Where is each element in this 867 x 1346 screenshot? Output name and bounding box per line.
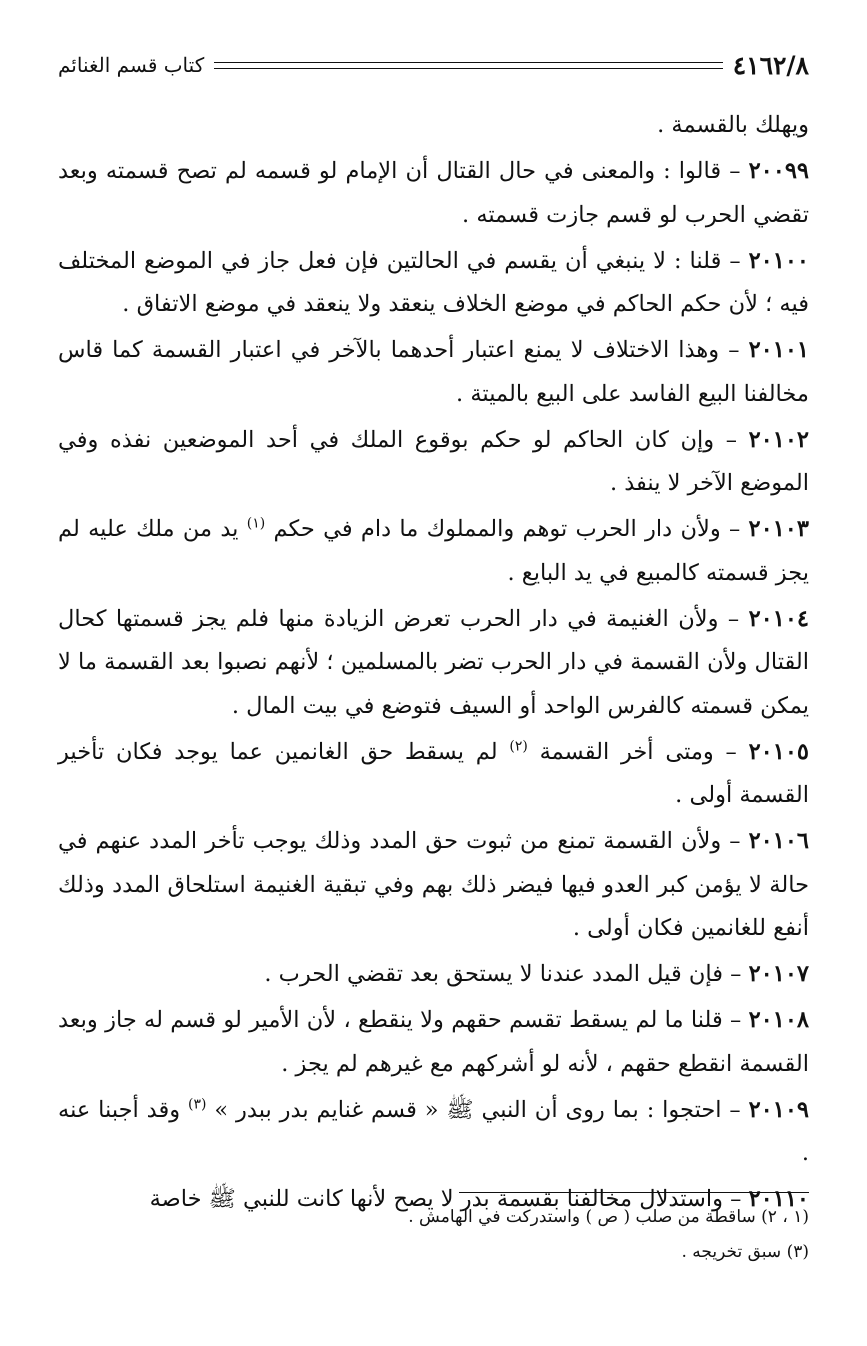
footnote-ref: (٢) [509, 738, 528, 754]
paragraph-text: – واستدلال مخالفنا بقسمة بدر لا يصح لأنها كانت للنبي ﷺ خاصة [149, 1186, 742, 1212]
footnote-divider [459, 1192, 809, 1193]
paragraph-number: ٢٠١٠٦ [748, 828, 809, 854]
paragraph [58, 731, 809, 818]
paragraph-number: ٢٠١٠٢ [748, 426, 809, 453]
paragraph-text: – فإن قيل المدد عندنا لا يستحق بعد تقضي الحرب . [264, 961, 742, 987]
paragraph-text: وقد أجبنا عنه . [58, 1096, 809, 1166]
body-text [58, 104, 809, 1222]
paragraph [58, 150, 809, 237]
paragraph [58, 329, 809, 416]
paragraph-number: ٢٠١١٠ [748, 1186, 809, 1212]
footnote: (١ ، ٢) ساقطة من صلب ( ص ) واستدركت في الهامش . [408, 1207, 809, 1227]
paragraph [58, 240, 809, 327]
paragraph [58, 999, 809, 1086]
running-header [58, 48, 809, 82]
paragraph-text: ويهلك بالقسمة . [657, 112, 809, 138]
paragraph [58, 1089, 809, 1176]
header-rule [214, 62, 723, 69]
footnote: (٣) سبق تخريجه . [681, 1242, 809, 1262]
footnotes [58, 1200, 809, 1270]
paragraph-text: – قالوا : والمعنى في حال القتال أن الإمام لو قسمه لم تصح قسمته وبعد تقضي الحرب لو قسم جازت قسمته . [58, 158, 809, 228]
paragraph [58, 598, 809, 729]
paragraph-text: – وإن كان الحاكم لو حكم بوقوع الملك في أحد الموضعين نفذه وفي الموضع الآخر لا ينفذ . [58, 426, 809, 496]
paragraph-number: ٢٠١٠٥ [748, 738, 809, 765]
paragraph-number: ٢٠١٠٧ [748, 961, 809, 987]
paragraph-number: ٢٠١٠٨ [748, 1007, 810, 1033]
paragraph-text: – ومتى أخر القسمة [539, 738, 737, 765]
footnote-ref: (١) [246, 515, 266, 532]
paragraph [58, 104, 809, 148]
paragraph-text: – ولأن الغنيمة في دار الحرب تعرض الزيادة منها فلم يجز قسمتها كحال القتال ولأن القسمة في دار الحرب تضر بالمسلمين ؛ لأنهم نصبوا بعد القسمة ما لا يمكن قسمته كالفرس الواحد أو السيف فتوضع في بيت المال . [58, 605, 809, 719]
paragraph-number: ٢٠٠٩٩ [748, 158, 810, 184]
paragraph-number: ٢٠١٠٩ [748, 1096, 810, 1123]
paragraph-text: – قلنا : لا ينبغي أن يقسم في الحالتين فإن فعل جاز في الموضع المختلف فيه ؛ لأن حكم الحاكم في موضع الخلاف ينعقد ولا ينعقد في موضع الاتفاق . [58, 247, 809, 317]
paragraph [58, 508, 809, 595]
paragraph-text: – وهذا الاختلاف لا يمنع اعتبار أحدهما بالآخر في اعتبار القسمة كما قاس مخالفنا البيع الفاسد على البيع بالميتة . [58, 337, 809, 407]
paragraph [58, 820, 809, 951]
paragraph-text: – احتجوا : بما روى أن النبي ﷺ « قسم غنايم بدر ببدر » [214, 1096, 741, 1123]
paragraph-text: – قلنا ما لم يسقط تقسم حقهم ولا ينقطع ، لأن الأمير لو قسم له جاز وبعد القسمة انقطع حقهم ، لأنه لو أشركهم مع غيرهم لم يجز . [58, 1007, 809, 1077]
paragraph-number: ٢٠١٠٠ [748, 247, 809, 274]
paragraph-text: يد من ملك عليه لم يجز قسمته كالمبيع في يد البايع . [58, 516, 809, 586]
paragraph-number: ٢٠١٠١ [748, 337, 809, 363]
page-number: ٤١٦٢/٨ [732, 50, 809, 80]
book-title: كتاب قسم الغنائم [58, 53, 205, 77]
paragraph-number: ٢٠١٠٣ [748, 516, 809, 542]
paragraph-text: – ولأن القسمة تمنع من ثبوت حق المدد وذلك يوجب تأخر المدد عنهم في حالة لا يؤمن كبر العدو فيها فيضر ذلك بهم وفي تبقية الغنيمة استلحاق المدد وذلك أنفع للغانمين فكان أولى . [58, 828, 809, 941]
footnote-ref: (٣) [188, 1096, 207, 1112]
paragraph-number: ٢٠١٠٤ [748, 605, 809, 632]
paragraph-text: – ولأن دار الحرب توهم والمملوك ما دام في حكم [273, 516, 741, 542]
paragraph-text: لم يسقط حق الغانمين عما يوجد فكان تأخير القسمة أولى . [58, 738, 809, 808]
paragraph [58, 419, 809, 506]
paragraph [58, 953, 809, 997]
